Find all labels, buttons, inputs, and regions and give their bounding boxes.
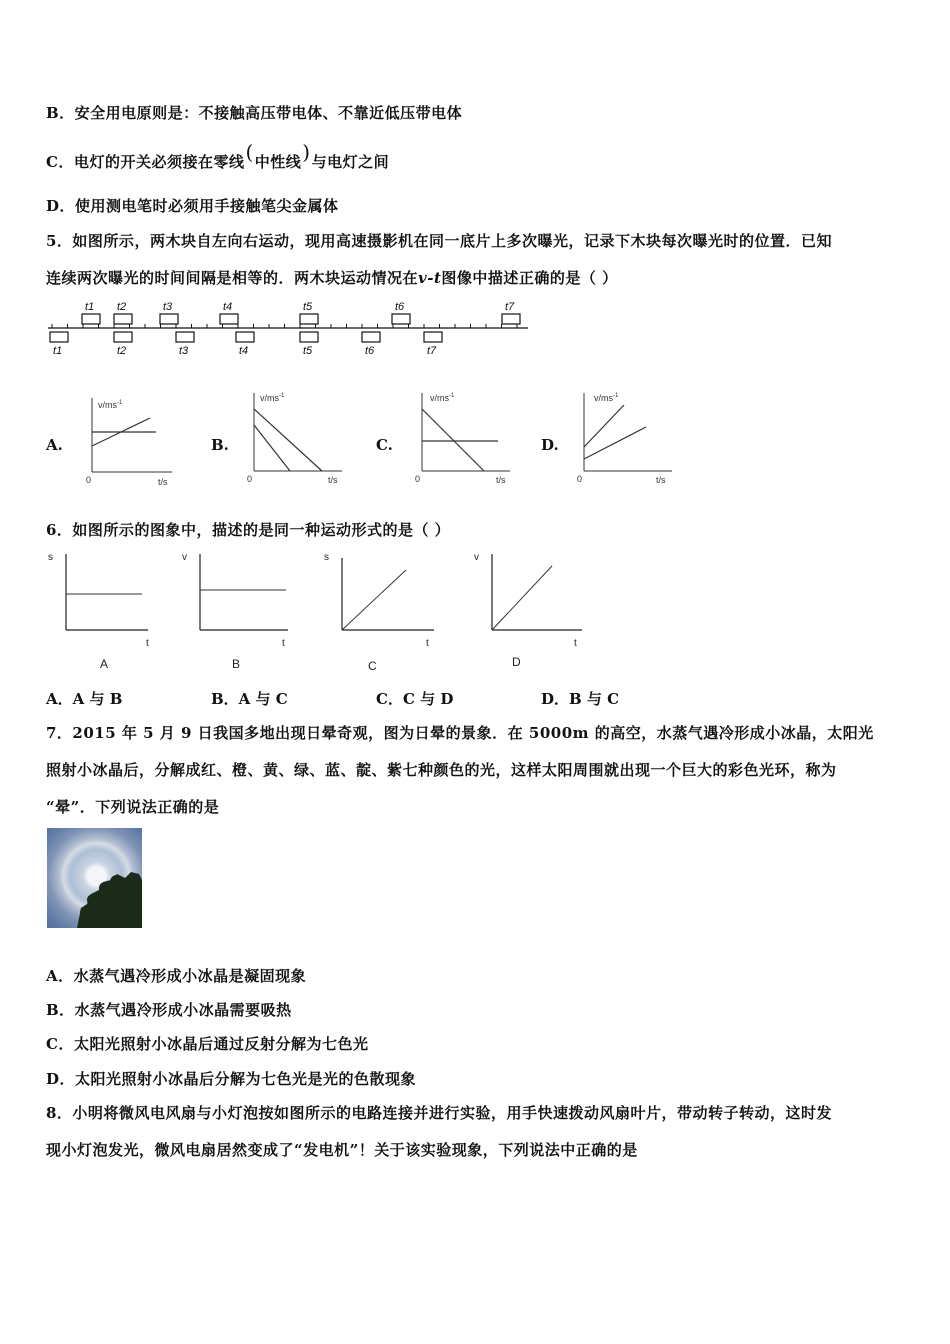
q7-stem-line3: “晕”．下列说法正确的是	[46, 798, 220, 816]
q5-option-a-label: A.	[46, 436, 63, 454]
q6-a-xlabel: t	[146, 638, 149, 649]
upper-block-group	[82, 314, 520, 324]
graph-b-ylabel: $v/ms^{-1}$	[260, 393, 285, 403]
upper-block	[502, 314, 520, 324]
upper-block	[160, 314, 178, 324]
lower-block	[424, 332, 442, 342]
lower-label-t7: t7	[427, 345, 437, 357]
upper-label-t1: t1	[85, 301, 95, 313]
lower-label-t6: t6	[365, 345, 375, 357]
q6-d-diagonal-line	[492, 566, 552, 630]
upper-label-t6: t6	[395, 301, 405, 313]
q5-vt-term: v-t	[418, 269, 442, 287]
q6-graph-c	[318, 548, 443, 678]
q4-option-c-text: C．电灯的开关必须接在零线	[46, 153, 245, 171]
q6-d-ylabel: v	[474, 552, 479, 563]
lower-block-group	[50, 332, 442, 342]
graph-c-origin: 0	[415, 474, 421, 484]
q5-graph-a	[80, 390, 180, 490]
q6-graph-a	[44, 548, 164, 678]
q6-option-d: D．B 与 C	[541, 690, 620, 708]
lower-label-t2: t2	[117, 345, 127, 357]
q5-exposure-figure	[44, 298, 534, 360]
q4-option-c	[46, 140, 390, 172]
lower-label-t1: t1	[53, 345, 63, 357]
q6-graph-d	[466, 548, 591, 678]
q4-option-d: D．使用测电笔时必须用手接触笔尖金属体	[46, 197, 339, 215]
lower-block	[50, 332, 68, 342]
graph-c-ylabel: $v/ms^{-1}$	[430, 393, 455, 403]
timeline-ticks	[52, 324, 517, 328]
q6-d-xlabel: t	[574, 638, 577, 649]
upper-label-t2: t2	[117, 301, 127, 313]
q6-a-caption: A	[100, 657, 109, 671]
upper-label-t4: t4	[223, 301, 233, 313]
lower-block	[176, 332, 194, 342]
q5-option-b-label: B.	[211, 436, 229, 454]
q6-b-xlabel: t	[282, 638, 285, 649]
lower-label-t3: t3	[179, 345, 189, 357]
graph-b-origin: 0	[247, 474, 253, 484]
graph-b-xlabel: t/s	[328, 475, 338, 485]
q7-option-d: D．太阳光照射小冰晶后分解为七色光是光的色散现象	[46, 1070, 417, 1088]
q5-graph-c	[410, 385, 520, 490]
upper-block	[114, 314, 132, 324]
q5-option-c-label: C.	[376, 436, 393, 454]
q7-option-c: C．太阳光照射小冰晶后通过反射分解为七色光	[46, 1035, 369, 1053]
q6-c-xlabel: t	[426, 638, 429, 649]
q4-option-c-neutral: 中性线	[254, 153, 302, 171]
q7-stem-line1: 7．2015 年 5 月 9 日我国多地出现日晕奇观，图为日晕的景象．在 5000m 的高空，水蒸气遇冷形成小冰晶，太阳光	[46, 724, 874, 742]
q5-graph-b	[242, 385, 352, 490]
q8-stem-line2: 现小灯泡发光，微风电扇居然变成了“发电机”！关于该实验现象，下列说法中正确的是	[46, 1141, 638, 1159]
q4-option-c-paren-close: )	[302, 140, 311, 164]
upper-block	[82, 314, 100, 324]
graph-d-origin: 0	[577, 474, 583, 484]
q7-option-a: A．水蒸气遇冷形成小冰晶是凝固现象	[46, 967, 307, 985]
graph-c-falling-line	[422, 409, 484, 471]
q7-option-b: B．水蒸气遇冷形成小冰晶需要吸热	[46, 1001, 292, 1019]
q6-d-caption: D	[512, 655, 521, 669]
q4-option-b: B．安全用电原则是：不接触高压带电体、不靠近低压带电体	[46, 104, 463, 122]
upper-label-t7: t7	[505, 301, 515, 313]
graph-a-origin: 0	[86, 475, 92, 485]
graph-d-shallow-line	[584, 427, 646, 459]
graph-d-ylabel: $v/ms^{-1}$	[594, 393, 619, 403]
q5-stem-line2	[46, 267, 618, 288]
upper-block	[220, 314, 238, 324]
upper-label-t3: t3	[163, 301, 173, 313]
q6-b-ylabel: v	[182, 552, 187, 563]
sun-halo-photo	[47, 828, 142, 928]
upper-label-t5: t5	[303, 301, 313, 313]
graph-b-line-1	[254, 409, 322, 471]
lower-block	[362, 332, 380, 342]
q6-option-a: A．A 与 B	[46, 690, 123, 708]
q5-stem-tail: 图像中描述正确的是（ ）	[441, 269, 618, 287]
lower-label-t5: t5	[303, 345, 313, 357]
q6-graph-b	[178, 548, 298, 678]
lower-label-t4: t4	[239, 345, 249, 357]
q6-option-b: B．A 与 C	[211, 690, 288, 708]
lower-block	[236, 332, 254, 342]
q5-stem-line1: 5．如图所示，两木块自左向右运动，现用高速摄影机在同一底片上多次曝光，记录下木块每次曝光时的位置．已知	[46, 232, 832, 250]
q5-option-d-label: D.	[541, 436, 559, 454]
lower-block	[300, 332, 318, 342]
graph-d-xlabel: t/s	[656, 475, 666, 485]
graph-c-xlabel: t/s	[496, 475, 506, 485]
q6-c-caption: C	[368, 659, 377, 673]
q6-option-c: C．C 与 D	[376, 690, 454, 708]
q6-c-diagonal-line	[342, 570, 406, 630]
q6-stem: 6．如图所示的图象中，描述的是同一种运动形式的是（ ）	[46, 521, 451, 539]
q4-option-c-tail: 与电灯之间	[311, 153, 390, 171]
lower-block	[114, 332, 132, 342]
upper-block	[392, 314, 410, 324]
q6-a-ylabel: s	[48, 552, 53, 563]
q5-graph-d	[572, 385, 682, 490]
q4-option-c-paren-open: (	[245, 140, 254, 164]
q6-b-caption: B	[232, 657, 241, 671]
tree-silhouette	[47, 828, 142, 928]
q8-stem-line1: 8．小明将微风电风扇与小灯泡按如图所示的电路连接并进行实验，用手快速拨动风扇叶片，带动转子转动，这时发	[46, 1104, 832, 1122]
upper-block	[300, 314, 318, 324]
q7-stem-line2: 照射小冰晶后，分解成红、橙、黄、绿、蓝、靛、紫七种颜色的光，这样太阳周围就出现一个巨大的彩色光环，称为	[46, 761, 837, 779]
graph-d-steep-line	[584, 405, 624, 447]
graph-b-line-2	[254, 425, 290, 471]
q6-c-ylabel: s	[324, 552, 329, 563]
graph-a-ylabel: $v/ms^{-1}$	[98, 400, 123, 410]
graph-a-xlabel: t/s	[158, 477, 168, 487]
q5-stem-text: 连续两次曝光的时间间隔是相等的．两木块运动情况在	[46, 269, 419, 287]
